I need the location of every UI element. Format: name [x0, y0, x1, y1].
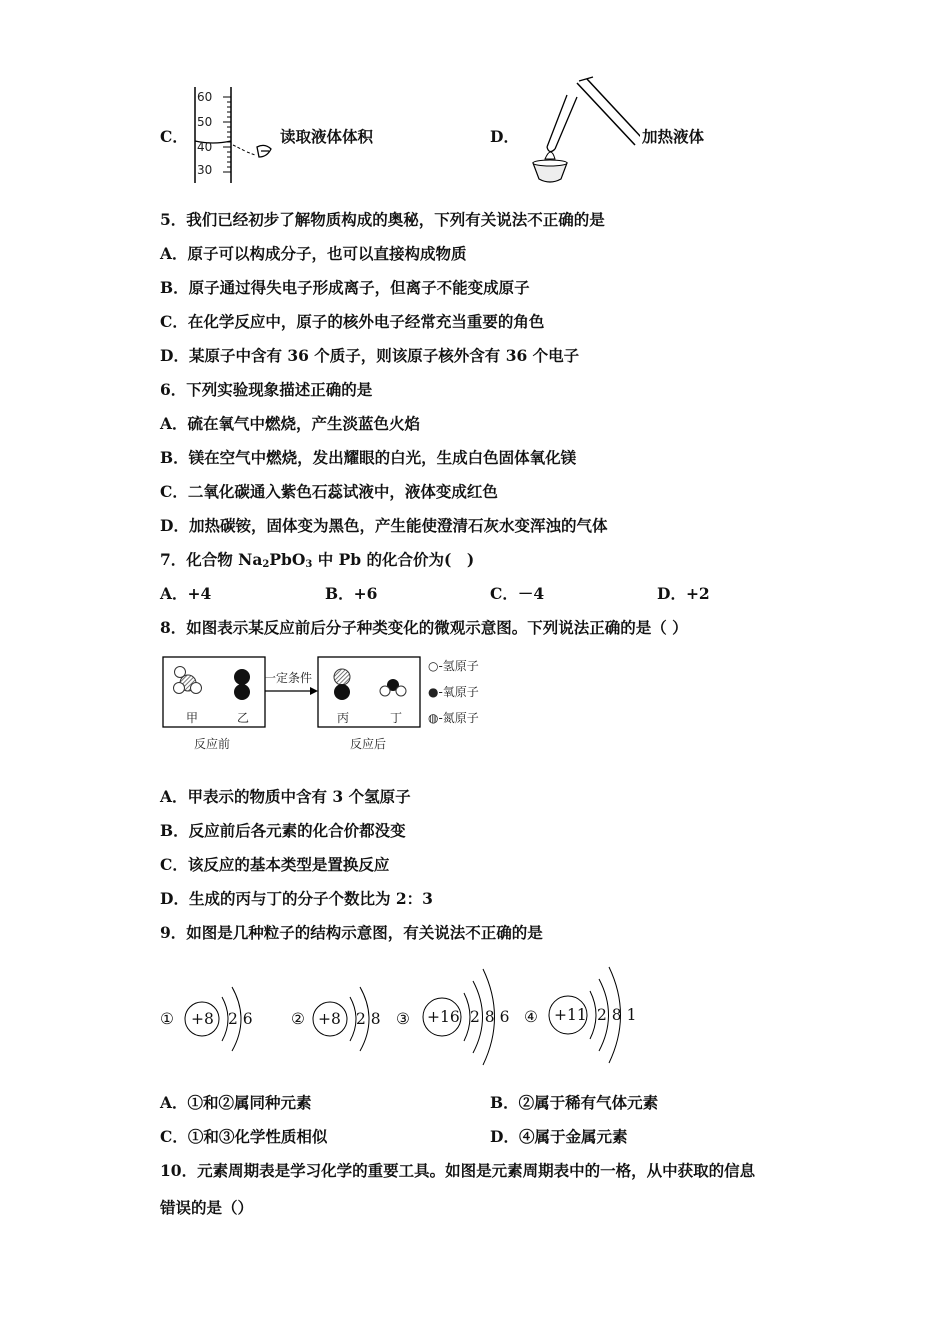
- q9-stem: 9．如图是几种粒子的结构示意图，有关说法不正确的是: [160, 923, 543, 942]
- q9-option-a: A．①和②属同种元素: [160, 1093, 312, 1112]
- q6-option-b: B．镁在空气中燃烧，发出耀眼的白光，生成白色固体氧化镁: [160, 448, 577, 467]
- molecule-label-ding: 丁: [390, 711, 403, 725]
- q7-stem: 7．化合物 $Na_2PbO_3$ 中 Pb 的化合价为( ): [160, 550, 475, 570]
- heating-test-tube-figure: [515, 75, 640, 187]
- q6-option-a: A．硫在氧气中燃烧，产生淡蓝色火焰: [160, 414, 421, 433]
- particle-1-shells: 2 6: [228, 1010, 253, 1028]
- particle-2-shells: 2 8: [356, 1010, 381, 1028]
- q7-option-a: A．+4: [160, 584, 212, 603]
- q5-option-a: A．原子可以构成分子，也可以直接构成物质: [160, 244, 467, 263]
- q10-stem-line2: 错误的是（）: [160, 1198, 254, 1217]
- particle-2-mark: ②: [291, 1010, 305, 1028]
- molecule-label-bing: 丙: [337, 711, 350, 725]
- particle-3-nucleus: +16: [427, 1008, 460, 1026]
- q8-option-c: C．该反应的基本类型是置换反应: [160, 855, 390, 874]
- q8-option-a: A．甲表示的物质中含有 3 个氢原子: [160, 787, 411, 806]
- q9-option-d: D．④属于金属元素: [490, 1127, 628, 1146]
- before-reaction-label: 反应前: [194, 737, 231, 751]
- cylinder-scale-40: 40: [197, 140, 213, 154]
- particle-1-mark: ①: [160, 1010, 174, 1028]
- q8-stem: 8．如图表示某反应前后分子种类变化的微观示意图。下列说法正确的是（ ）: [160, 618, 688, 637]
- q8-option-b: B．反应前后各元素的化合价都没变: [160, 821, 406, 840]
- molecule-label-yi: 乙: [237, 711, 250, 725]
- q8-option-d: D．生成的丙与丁的分子个数比为 2：3: [160, 889, 433, 908]
- molecule-label-jia: 甲: [186, 711, 199, 725]
- q5-option-c: C．在化学反应中，原子的核外电子经常充当重要的角色: [160, 312, 545, 331]
- q6-option-c: C．二氧化碳通入紫色石蕊试液中，液体变成红色: [160, 482, 498, 501]
- particle-4-nucleus: +11: [554, 1006, 587, 1024]
- q4-option-d-letter: D．: [490, 127, 519, 146]
- q4-option-c-letter: C．: [160, 127, 188, 146]
- q7-option-d: D．+2: [657, 584, 710, 603]
- cylinder-scale-60: 60: [197, 90, 213, 104]
- legend-oxygen: ●-氧原子: [428, 685, 479, 699]
- q5-option-b: B．原子通过得失电子形成离子，但离子不能变成原子: [160, 278, 530, 297]
- cylinder-scale-50: 50: [197, 115, 213, 129]
- q5-stem: 5．我们已经初步了解物质构成的奥秘，下列有关说法不正确的是: [160, 210, 605, 229]
- q6-stem: 6．下列实验现象描述正确的是: [160, 380, 373, 399]
- q7-option-c: C．－4: [490, 584, 545, 603]
- particle-4-mark: ④: [524, 1008, 538, 1026]
- after-reaction-label: 反应后: [350, 737, 387, 751]
- q10-stem-line1: 10．元素周期表是学习化学的重要工具。如图是元素周期表中的一格，从中获取的信息: [160, 1161, 756, 1180]
- q9-option-c: C．①和③化学性质相似: [160, 1127, 328, 1146]
- legend-nitrogen: ◍-氮原子: [428, 711, 479, 725]
- reaction-condition-label: 一定条件: [264, 671, 313, 685]
- cylinder-scale-30: 30: [197, 163, 213, 177]
- particle-1-nucleus: +8: [191, 1010, 214, 1028]
- q5-option-d: D．某原子中含有 36 个质子，则该原子核外含有 36 个电子: [160, 346, 580, 365]
- q9-option-b: B．②属于稀有气体元素: [490, 1093, 659, 1112]
- legend-hydrogen: ○-氢原子: [428, 659, 479, 673]
- particle-3-mark: ③: [396, 1010, 410, 1028]
- q7-option-b: B．+6: [325, 584, 378, 603]
- particle-2-nucleus: +8: [318, 1010, 341, 1028]
- particle-4-shells: 2 8 1: [597, 1006, 637, 1024]
- q4-option-d-caption: 加热液体: [642, 127, 705, 146]
- q6-option-d: D．加热碳铵，固体变为黑色，产生能使澄清石灰水变浑浊的气体: [160, 516, 608, 535]
- particle-3-shells: 2 8 6: [470, 1008, 510, 1026]
- q4-option-c-caption: 读取液体体积: [280, 127, 374, 146]
